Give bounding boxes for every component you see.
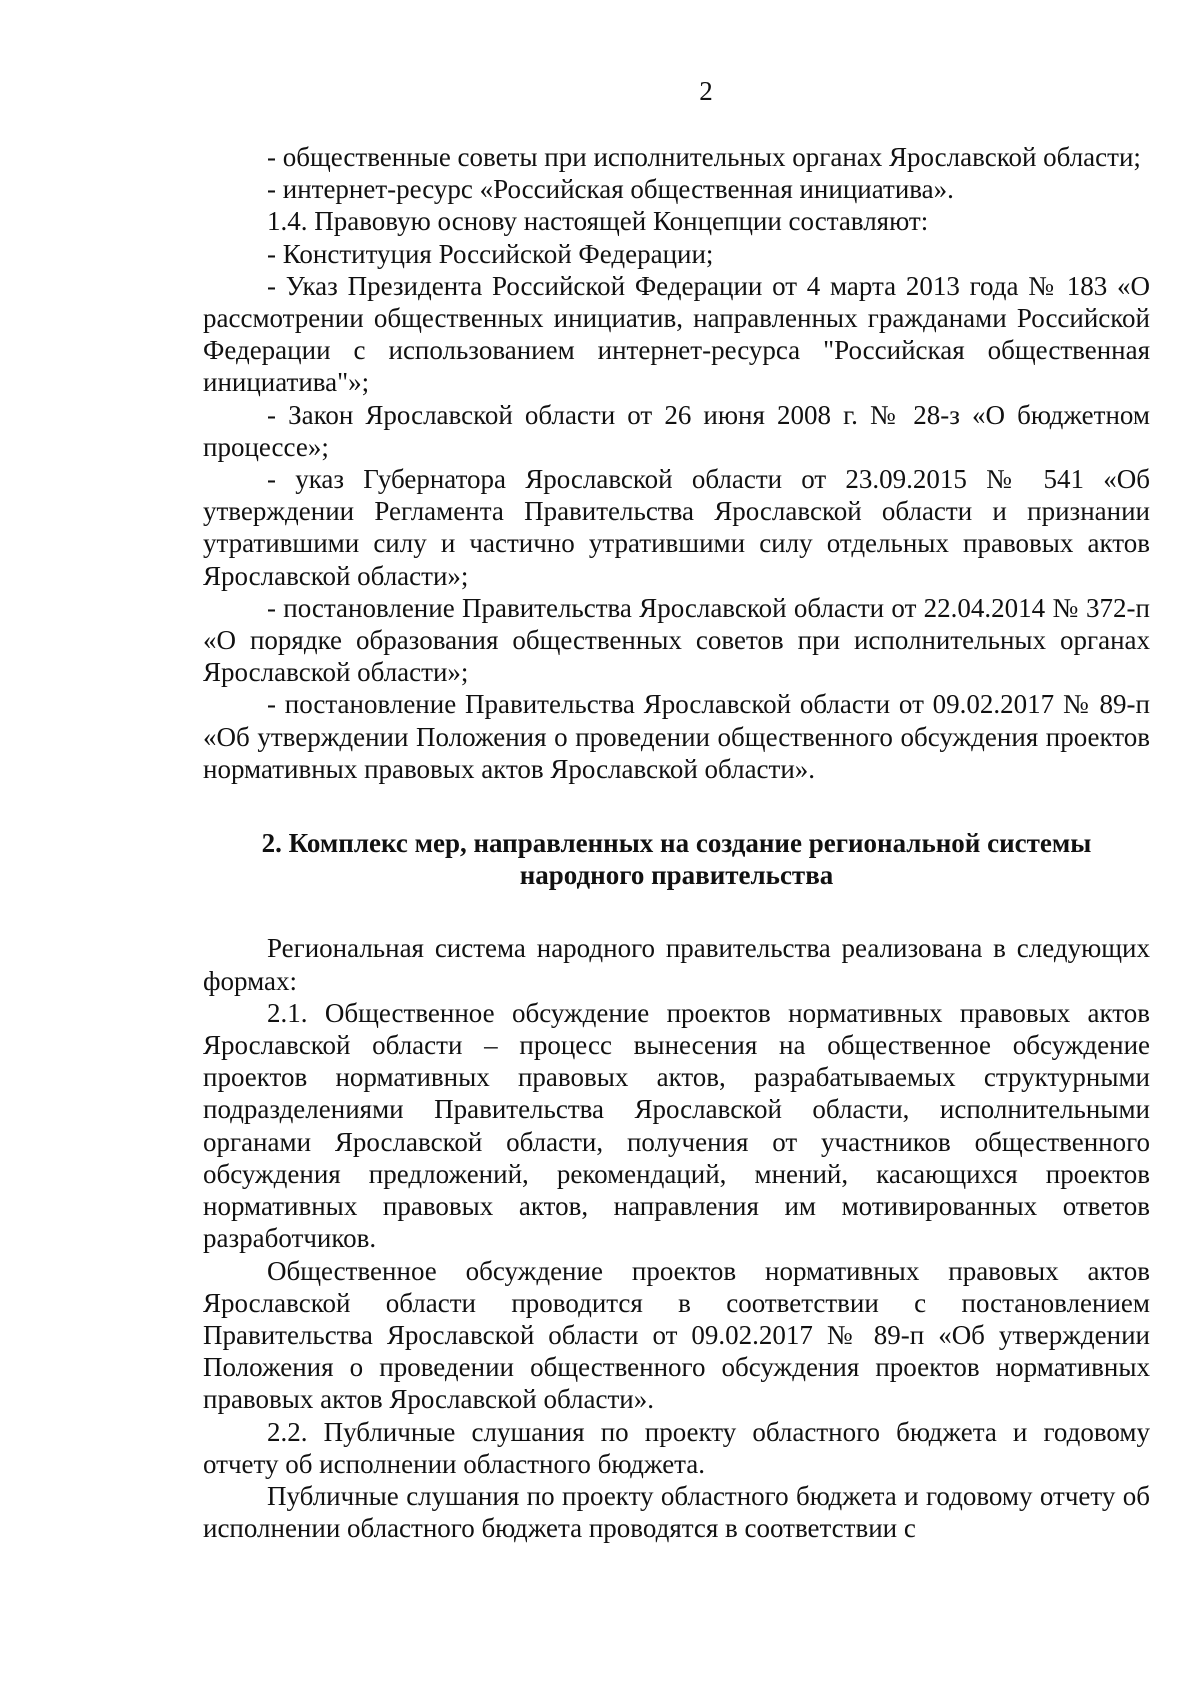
paragraph-hearings-procedure: Публичные слушания по проекту областного бюджета и годовому отчету об исполнении областного бюджета проводятся в соответствии с	[203, 1480, 1150, 1544]
paragraph-public-councils: - общественные советы при исполнительных органах Ярославской области;	[267, 142, 1141, 172]
paragraph-regional-law: - Закон Ярославской области от 26 июня 2008 г. № 28-з «О бюджетном процессе»;	[203, 399, 1150, 462]
paragraph-discussion-procedure: Общественное обсуждение проектов нормативных правовых актов Ярославской области проводится в соответствии с постановлением Правительства Ярославской области от 09.02.2017 № 89-п «Об утверждении Положения о проведении общественного обсуждения проектов нормативных правовых актов Ярославской области».	[203, 1255, 1150, 1415]
paragraph-legal-basis: 1.4. Правовую основу настоящей Концепции составляют:	[267, 206, 929, 237]
paragraph-public-discussion: 2.1. Общественное обсуждение проектов нормативных правовых актов Ярославской области – процесс вынесения на общественное обсуждение проектов нормативных правовых актов, разрабатываемых структурными подразделениями Правительства Ярославской области, исполнительными органами Ярославской области, получения от участников общественного обсуждения предложений, рекомендаций, мнений, касающихся проектов нормативных правовых актов, направления им мотивированных ответов разработчиков.	[203, 997, 1150, 1254]
paragraph-constitution: - Конституция Российской Федерации;	[267, 238, 714, 269]
paragraph-public-hearings: 2.2. Публичные слушания по проекту областного бюджета и годовому отчету об исполнении областного бюджета.	[203, 1416, 1150, 1479]
paragraph-forms-intro: Региональная система народного правительства реализована в следующих формах:	[203, 933, 1150, 996]
paragraph-resolution-372: - постановление Правительства Ярославской области от 22.04.2014 № 372-п «О порядке образования общественных советов при исполнительных органах Ярославской области»;	[203, 592, 1150, 688]
paragraph-internet-resource: - интернет-ресурс «Российская общественная инициатива».	[267, 174, 954, 205]
page-number: 2	[699, 76, 713, 106]
section-heading-line-2: народного правительства	[519, 860, 834, 891]
paragraph-resolution-89: - постановление Правительства Ярославской области от 09.02.2017 № 89-п «Об утверждении Положения о проведении общественного обсуждения проектов нормативных правовых актов Ярославской области».	[203, 689, 1150, 784]
document-body	[203, 141, 1150, 1544]
paragraph-presidential-decree: - Указ Президента Российской Федерации от 4 марта 2013 года № 183 «О рассмотрении общественных инициатив, направленных гражданами Российской Федерации с использованием интернет-ресурса "Российская общественная инициатива"»;	[203, 270, 1150, 398]
section-heading-line-1: 2. Комплекс мер, направленных на создание региональной системы	[261, 828, 1092, 859]
section-heading	[203, 785, 1150, 932]
paragraph-governor-decree: - указ Губернатора Ярославской области от 23.09.2015 № 541 «Об утверждении Регламента Правительства Ярославской области и признании утратившими силу и частично утратившими силу отдельных правовых актов Ярославской области»;	[203, 464, 1150, 591]
